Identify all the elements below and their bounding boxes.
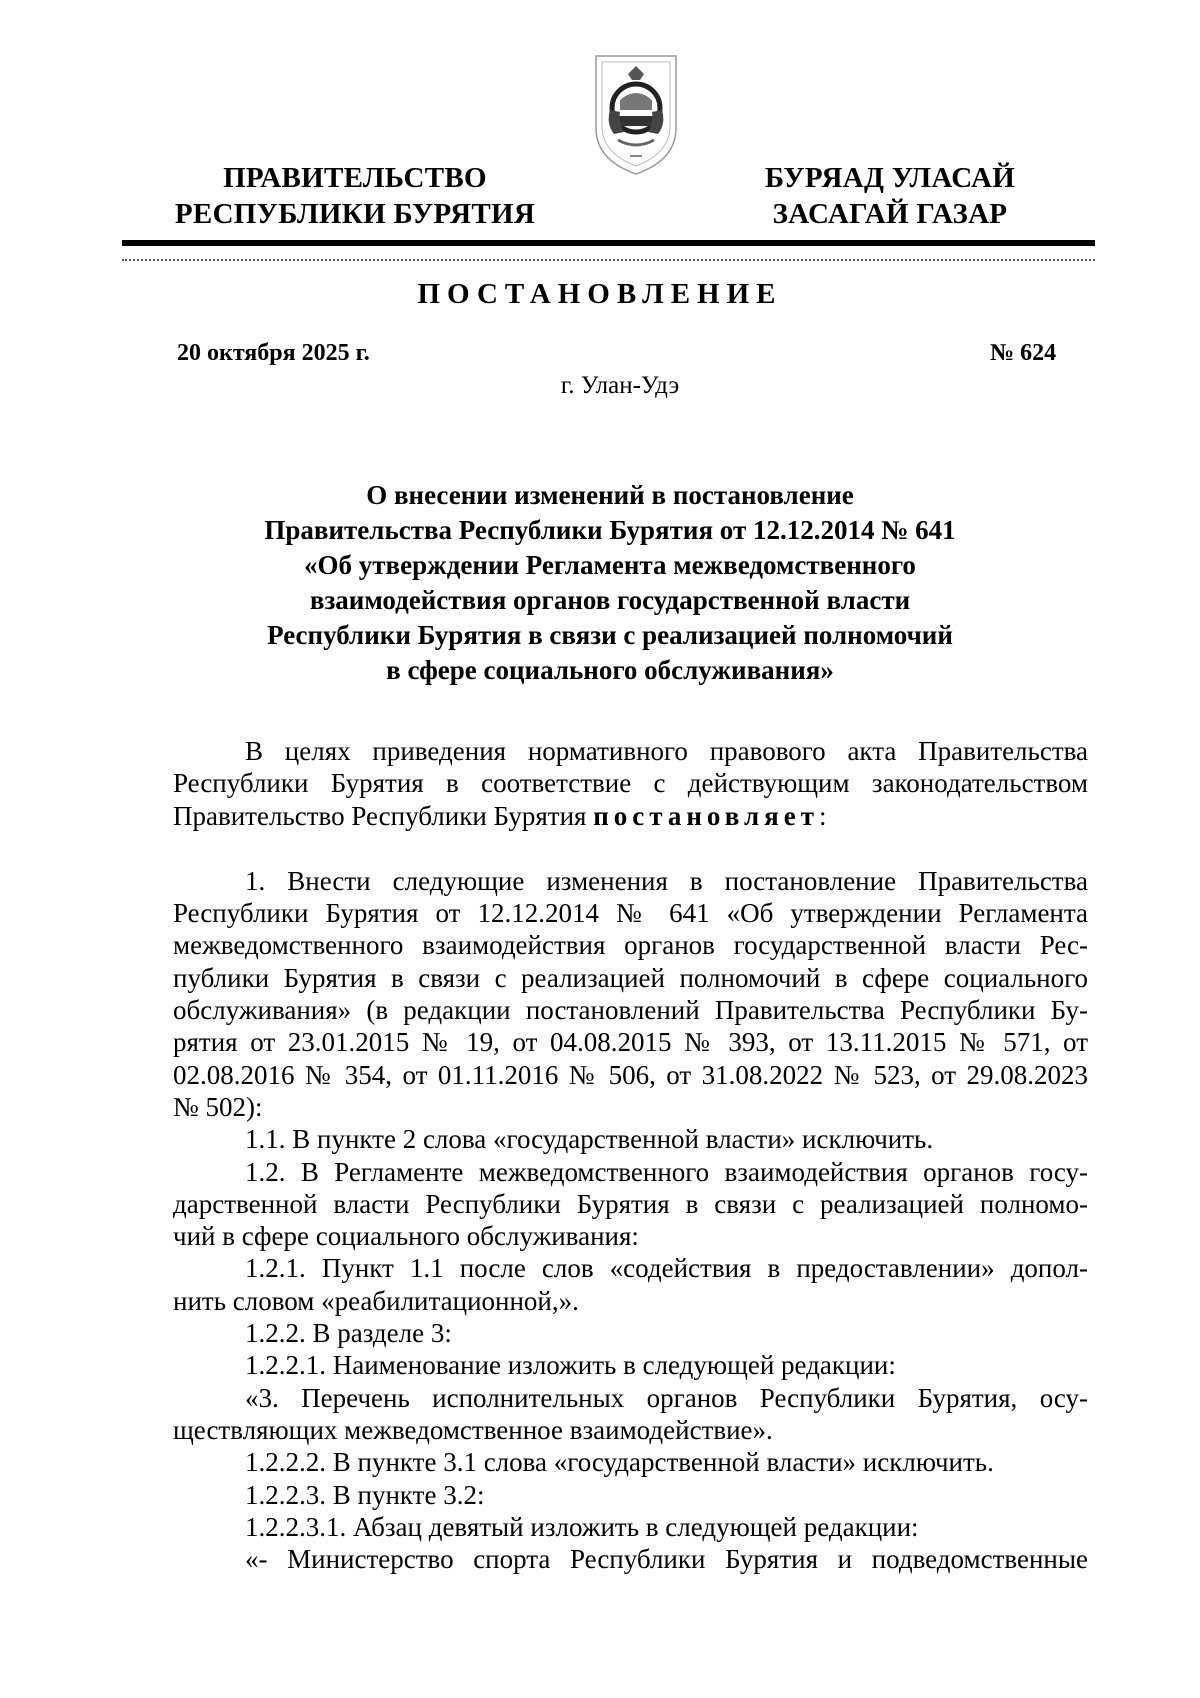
document-city: г. Улан-Удэ — [560, 372, 680, 399]
org-name-bur-line1: БУРЯАД УЛАСАЙ — [764, 162, 1016, 194]
document-title — [170, 478, 1050, 688]
clause-1-2-line: дарственной власти Республики Бурятия в связи с реализацией полномо- — [173, 1188, 1088, 1219]
org-name-buryat — [750, 160, 1030, 232]
clause-1-2-2-3-1: 1.2.2.3.1. Абзац девятый изложить в следующей редакции: — [245, 1511, 919, 1542]
document-date: 20 октября 2025 г. — [177, 340, 370, 366]
title-line: в сфере социального обслуживания» — [386, 655, 834, 685]
clause-1-2-line: 1.2. В Регламенте межведомственного взаимодействия органов госу- — [245, 1156, 1088, 1187]
org-name-russian — [170, 160, 540, 232]
para1-line: публики Бурятия в связи с реализацией полномочий в сфере социального — [173, 962, 1088, 993]
document-number: № 624 — [990, 340, 1057, 366]
title-line: Правительства Республики Бурятия от 12.12.2014 № 641 — [264, 515, 956, 545]
document-type: ПОСТАНОВЛЕНИЕ — [417, 278, 783, 310]
clause-1-2-1-line: 1.2.1. Пункт 1.1 после слов «содействия в предоставлении» допол- — [245, 1253, 1088, 1284]
coat-of-arms-icon — [590, 48, 682, 178]
preamble-colon: : — [818, 800, 827, 831]
clause-1-2-2: 1.2.2. В разделе 3: — [245, 1318, 452, 1349]
clause-1-1: 1.1. В пункте 2 слова «государственной власти» исключить. — [245, 1124, 934, 1155]
preamble-line: В целях приведения нормативного правового акта Правительства — [245, 736, 1088, 766]
document-body — [173, 735, 1088, 1575]
header-rule-thin — [122, 259, 1095, 261]
title-line: Республики Бурятия в связи с реализацией полномочий — [267, 620, 953, 650]
clause-1-2-2-3: 1.2.2.3. В пункте 3.2: — [245, 1479, 485, 1510]
clause-1-2-2-2: 1.2.2.2. В пункте 3.1 слова «государственной власти» исключить. — [245, 1447, 994, 1478]
document-header — [0, 0, 1200, 260]
quote-section-3-line: «3. Перечень исполнительных органов Республики Бурятия, осу- — [245, 1382, 1088, 1413]
org-name-ru-line1: ПРАВИТЕЛЬСТВО — [223, 162, 487, 194]
para1-line: 1. Внести следующие изменения в постановление Правительства — [245, 865, 1088, 896]
clause-1-2-line: чий в сфере социального обслуживания: — [173, 1221, 639, 1252]
header-rule-thick — [122, 240, 1095, 246]
para1-line: рятия от 23.01.2015 № 19, от 04.08.2015 № 393, от 13.11.2015 № 571, от — [173, 1027, 1088, 1058]
resolves-word: постановляет — [593, 800, 819, 831]
clause-1-2-1-line: нить словом «реабилитационной,». — [173, 1285, 579, 1316]
preamble-line: Республики Бурятия в соответствие с действующим законодательством — [173, 768, 1088, 799]
clause-1-2-2-1: 1.2.2.1. Наименование изложить в следующей редакции: — [245, 1350, 896, 1381]
para1-line: межведомственного взаимодействия органов государственной власти Рес- — [173, 930, 1088, 961]
quote-ministry-line: «- Министерство спорта Республики Бурятия и подведомственные — [245, 1544, 1088, 1575]
org-name-bur-line2: ЗАСАГАЙ ГАЗАР — [772, 198, 1008, 230]
para1-line: 02.08.2016 № 354, от 01.11.2016 № 506, от 31.08.2022 № 523, от 29.08.2023 — [173, 1059, 1088, 1090]
para1-line: № 502): — [173, 1091, 263, 1122]
org-name-ru-line2: РЕСПУБЛИКИ БУРЯТИЯ — [174, 198, 536, 230]
preamble-text: Правительство Республики Бурятия — [173, 800, 594, 831]
preamble-line — [173, 800, 1088, 832]
title-line: взаимодействия органов государственной власти — [309, 585, 911, 615]
quote-section-3-line: ществляющих межведомственное взаимодействие». — [173, 1414, 773, 1445]
para1-line: обслуживания» (в редакции постановлений Правительства Республики Бу- — [173, 995, 1088, 1026]
title-line: «Об утверждении Регламента межведомственного — [304, 550, 916, 580]
para1-line: Республики Бурятия от 12.12.2014 № 641 «Об утверждении Регламента — [173, 898, 1088, 929]
title-line: О внесении изменений в постановление — [366, 480, 854, 510]
